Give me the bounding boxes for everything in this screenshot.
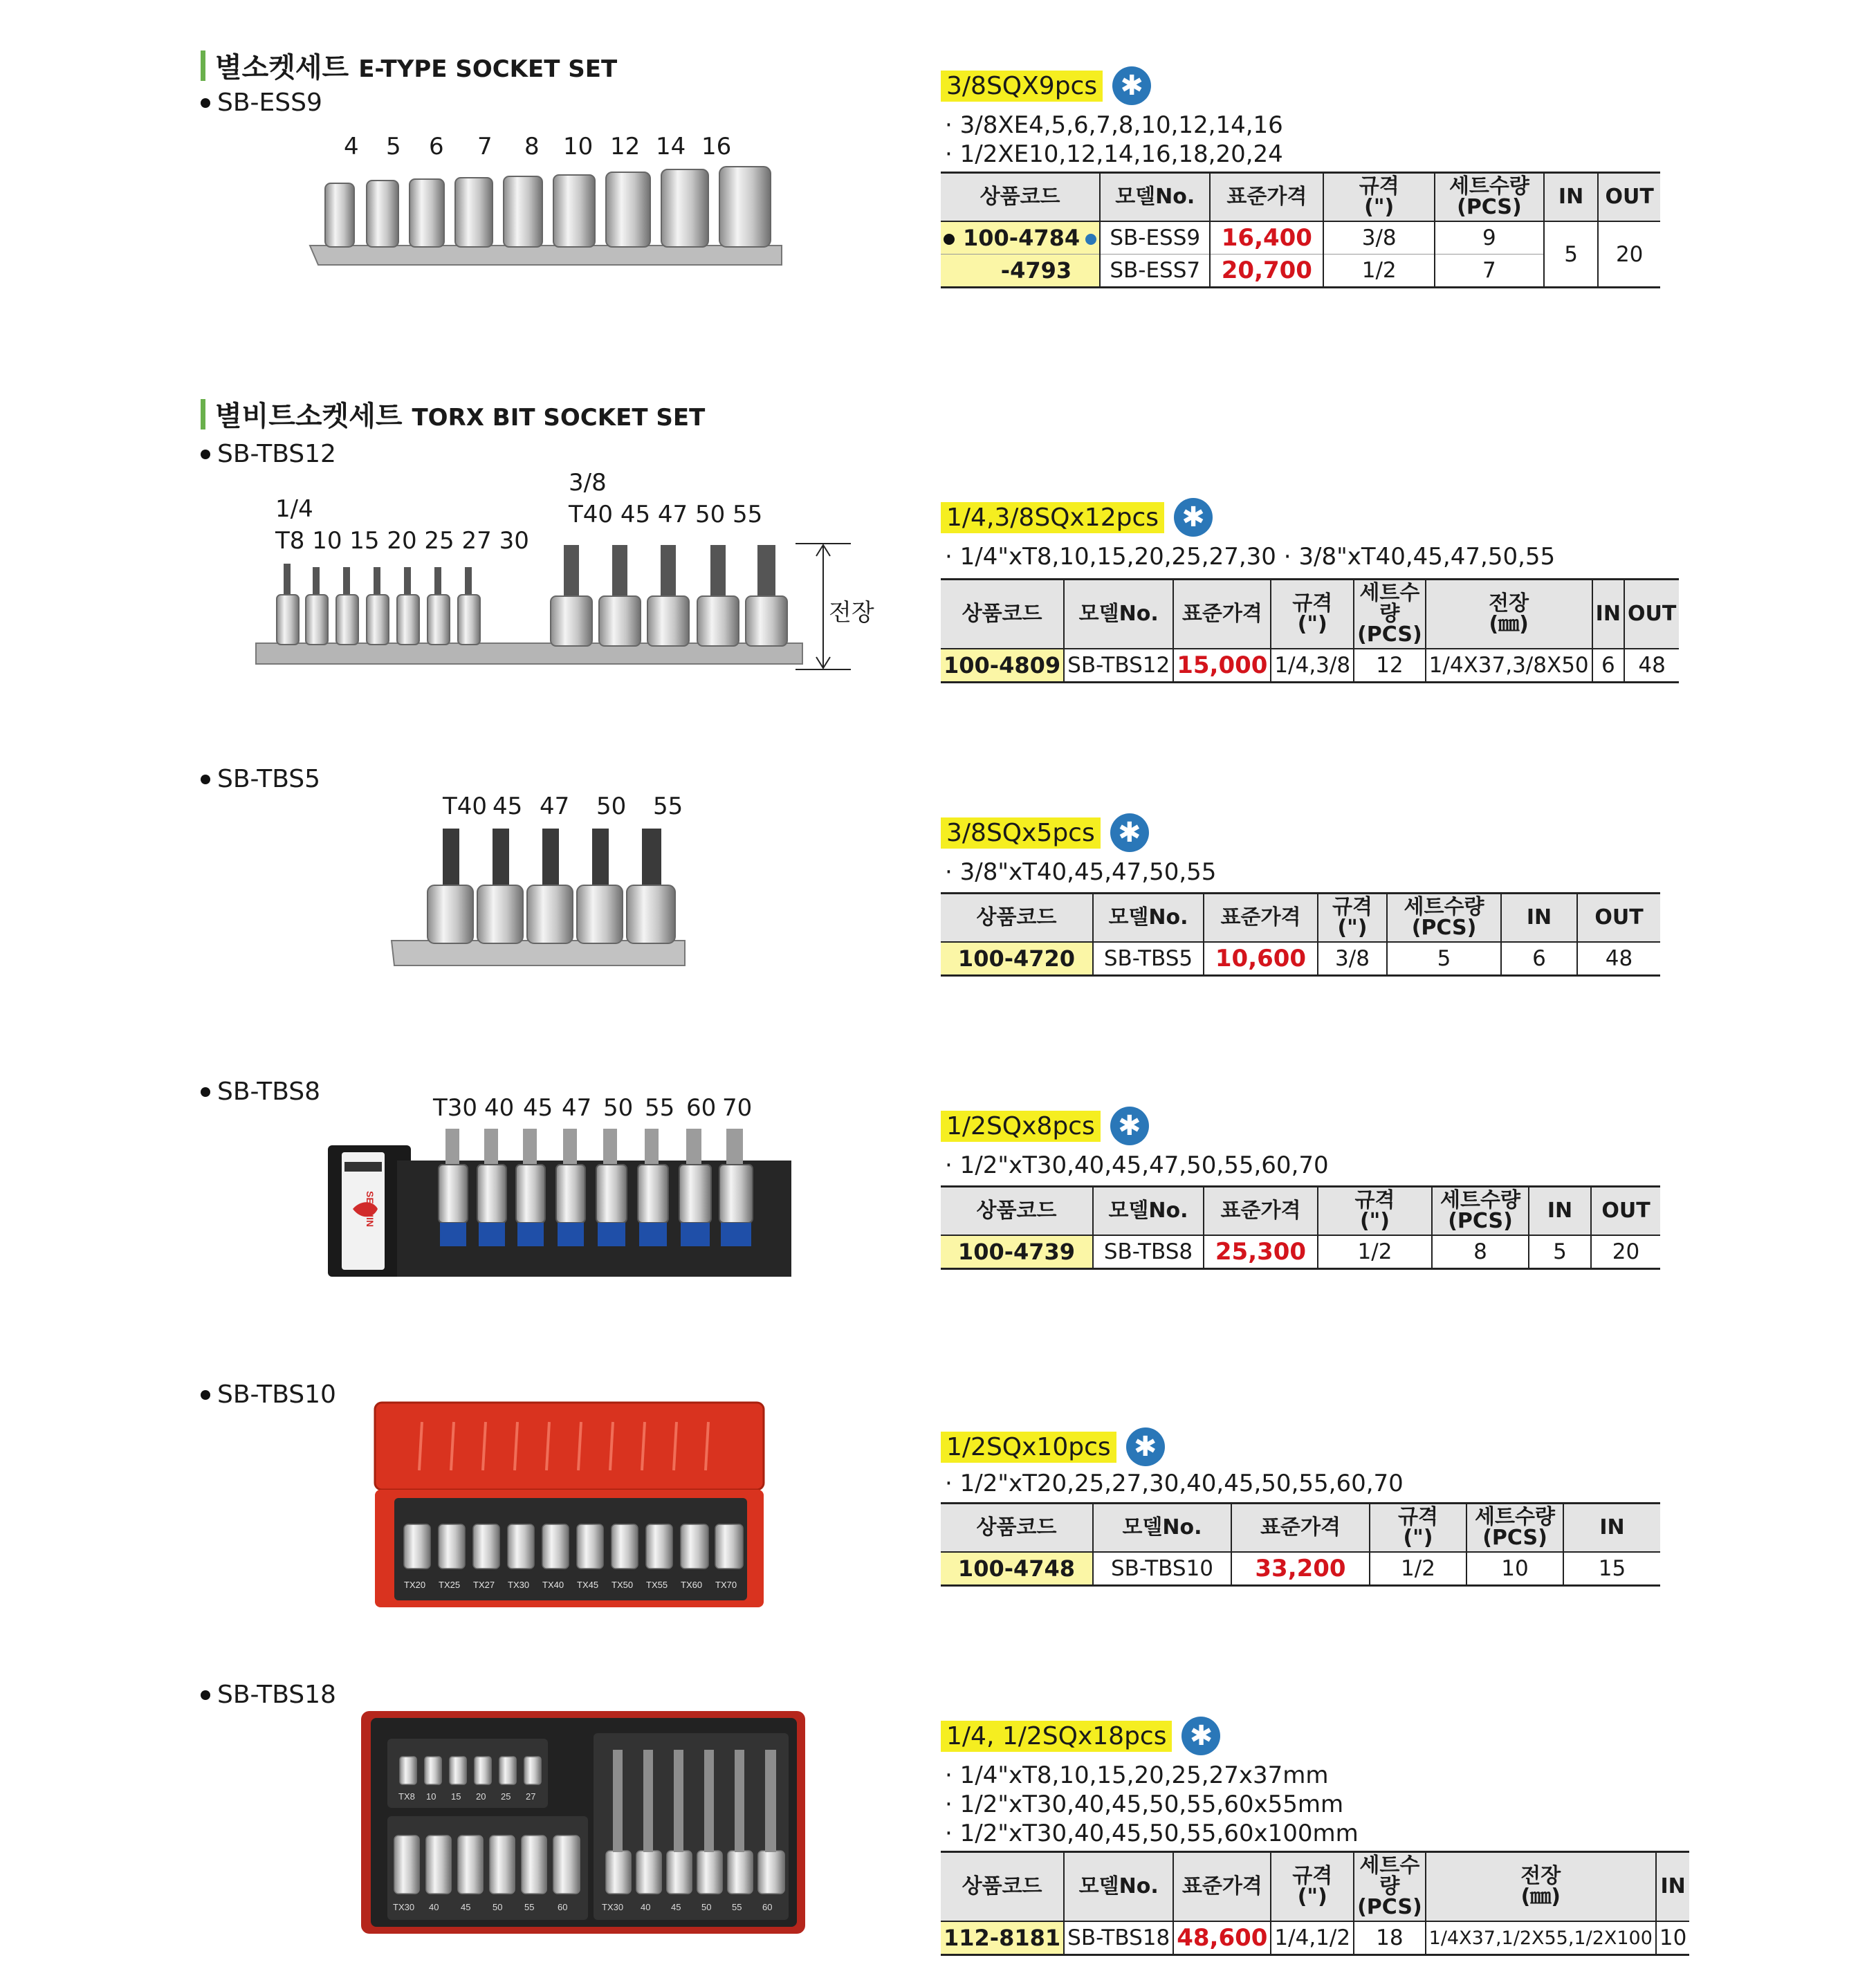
header-qty: 세트수량 (PCS) [1432,1187,1529,1236]
spec: 1/4,3/8 [1271,649,1354,683]
header-model: 모델No. [1093,1504,1231,1553]
svg-text:55: 55 [524,1902,535,1912]
torx-star-icon: ✱ [1110,1107,1149,1145]
spec-title: 1/4,3/8SQx12pcs [941,502,1164,533]
table-row [941,942,1660,976]
product-code: 100-4809 [941,649,1064,683]
header-qty: 세트수량 (PCS) [1354,1852,1426,1922]
spec-lines-tbs8 [945,1151,1329,1180]
table-row [941,221,1660,255]
set-qty: 5 [1387,942,1501,976]
spec-header-tbs18 [941,1717,1220,1755]
spec: 1/2 [1323,255,1435,288]
header-price: 표준가격 [1231,1504,1370,1553]
header-code: 상품코드 [941,1852,1064,1922]
size-label: 12 [610,133,641,160]
svg-text:TX70: TX70 [715,1580,737,1590]
size-label: 14 [656,133,686,160]
section-title-e-type [201,46,617,85]
header-in: IN [1529,1187,1591,1236]
outer-qty: 20 [1591,1235,1660,1269]
size-label: 70 [722,1094,753,1122]
torx-star-icon: ✱ [1181,1717,1220,1755]
svg-text:50: 50 [701,1902,712,1912]
inner-qty: 5 [1529,1235,1591,1269]
svg-text:TX40: TX40 [542,1580,564,1590]
header-code: 상품코드 [941,580,1064,649]
price-table-tbs8 [941,1185,1660,1270]
socket-set-tbs8-photo [328,1126,798,1278]
spec-lines-tbs18 [945,1761,1359,1848]
size-label: 47 [540,793,570,820]
svg-text:TX30: TX30 [393,1902,415,1912]
size-label: 55 [645,1094,675,1122]
model-label-tbs5: SB-TBS5 [201,765,320,793]
header-in: IN [1592,580,1624,649]
spec-header-tbs10 [941,1427,1165,1466]
spec: 1/2 [1370,1552,1466,1586]
set-qty: 7 [1435,255,1544,288]
bit-size-labels: T8 10 15 20 25 27 30 [275,527,529,555]
product-code: 100-4784 [941,221,1100,255]
svg-text:27: 27 [526,1791,536,1802]
product-code: 100-4720 [941,942,1093,976]
model-no: SB-TBS18 [1064,1921,1173,1955]
model-no: SB-TBS10 [1093,1552,1231,1586]
title-korean: 별비트소켓세트 [215,400,403,432]
set-qty: 8 [1432,1235,1529,1269]
header-in: IN [1501,894,1577,943]
svg-text:TX25: TX25 [439,1580,461,1590]
spec-line: · 1/2"xT30,40,45,50,55,60x100mm [945,1819,1359,1848]
svg-text:TX27: TX27 [473,1580,495,1590]
size-label: T30 [433,1094,478,1122]
svg-text:40: 40 [429,1902,439,1912]
model-label-tbs18: SB-TBS18 [201,1681,336,1709]
spec-line: · 1/2"xT30,40,45,47,50,55,60,70 [945,1151,1329,1180]
spec-line: · 1/4"xT8,10,15,20,25,27,30 · 3/8"xT40,45,47,50,55 [945,542,1555,571]
svg-text:40: 40 [641,1902,651,1912]
spec-title: 3/8SQX9pcs [941,71,1103,102]
length: 1/4X37,1/2X55,1/2X100 [1426,1921,1656,1955]
header-spec: 규격 (") [1318,894,1387,943]
product-code: 100-4748 [941,1552,1093,1586]
set-qty: 18 [1354,1921,1426,1955]
header-code: 상품코드 [941,1187,1093,1236]
socket-set-tbs12-photo [249,533,858,685]
spec: 1/4,1/2 [1271,1921,1354,1955]
spec-title: 1/2SQx10pcs [941,1432,1116,1463]
header-spec: 규격 (") [1318,1187,1432,1236]
svg-text:45: 45 [461,1902,471,1912]
torx-star-icon: ✱ [1126,1427,1165,1466]
socket-set-tbs5-photo [387,823,692,975]
accent-bar [201,50,205,81]
length: 1/4X37,3/8X50 [1426,649,1592,683]
outer-qty: 20 [1598,221,1660,288]
drive-size-label: 3/8 [569,469,607,497]
header-in: IN [1544,173,1599,222]
model-no: SB-TBS12 [1064,649,1173,683]
spec-header-tbs5 [941,813,1149,852]
size-label: 45 [493,793,523,820]
size-label: 45 [523,1094,553,1122]
price-table-tbs18 [941,1851,1689,1956]
header-price: 표준가격 [1210,173,1323,222]
size-label: 10 [563,133,594,160]
inner-qty: 10 [1656,1921,1689,1955]
header-in: IN [1656,1852,1689,1922]
inner-qty: 6 [1501,942,1577,976]
set-qty: 10 [1466,1552,1563,1586]
socket-set-tbs18-photo [356,1708,812,1937]
price-table-tbs12 [941,578,1679,683]
table-row [941,1921,1689,1955]
inner-qty: 5 [1544,221,1599,288]
svg-text:TX20: TX20 [404,1580,426,1590]
spec-header-ess9 [941,66,1151,105]
spec-header-tbs12 [941,498,1213,537]
svg-text:TX30: TX30 [602,1902,624,1912]
header-out: OUT [1577,894,1660,943]
header-model: 모델No. [1064,580,1173,649]
bit-size-labels: T40 45 47 50 55 [569,501,763,528]
header-qty: 세트수량 (PCS) [1387,894,1501,943]
header-price: 표준가격 [1204,894,1318,943]
bullet-icon [201,450,210,459]
spec-line: · 1/2"xT30,40,45,50,55,60x55mm [945,1790,1359,1819]
outer-qty: 48 [1577,942,1660,976]
header-length: 전장 (㎜) [1426,580,1592,649]
bullet-icon [201,1690,210,1700]
spec: 3/8 [1323,221,1435,255]
inner-qty: 15 [1563,1552,1660,1586]
model-no: SB-TBS8 [1093,1235,1204,1269]
model-label-tbs10: SB-TBS10 [201,1380,336,1409]
spec-lines-tbs10 [945,1469,1404,1498]
table-row [941,1552,1660,1586]
header-qty: 세트수량 (PCS) [1466,1504,1563,1553]
bullet-icon [201,98,210,108]
header-spec: 규격 (") [1370,1504,1466,1553]
svg-text:TX45: TX45 [577,1580,599,1590]
svg-text:TX55: TX55 [646,1580,668,1590]
section-title-torx [201,394,705,434]
bullet-icon [201,1390,210,1400]
svg-text:20: 20 [476,1791,486,1802]
size-label: 40 [484,1094,515,1122]
header-price: 표준가격 [1173,580,1271,649]
spec-line: · 1/2"xT20,25,27,30,40,45,50,55,60,70 [945,1469,1404,1498]
spec-line: · 1/2XE10,12,14,16,18,20,24 [945,140,1283,169]
svg-text:25: 25 [501,1791,511,1802]
product-code: -4793 [941,255,1100,288]
header-spec: 규격 (") [1271,1852,1354,1922]
price: 25,300 [1204,1235,1318,1269]
title-english: TORX BIT SOCKET SET [412,404,706,432]
bullet-icon [201,775,210,784]
price: 20,700 [1210,255,1323,288]
svg-text:TX30: TX30 [508,1580,530,1590]
header-price: 표준가격 [1173,1852,1271,1922]
svg-text:TX8: TX8 [398,1791,415,1802]
svg-text:60: 60 [762,1902,773,1912]
model-no: SB-ESS7 [1100,255,1210,288]
header-price: 표준가격 [1204,1187,1318,1236]
spec-line: · 3/8"xT40,45,47,50,55 [945,858,1216,887]
set-qty: 9 [1435,221,1544,255]
header-out: OUT [1624,580,1679,649]
size-label: 7 [477,133,493,160]
price-table-ess9 [941,172,1660,288]
header-qty: 세트수량 (PCS) [1435,173,1544,222]
torx-star-icon: ✱ [1174,498,1213,537]
header-code: 상품코드 [941,173,1100,222]
header-code: 상품코드 [941,1504,1093,1553]
size-label: 5 [386,133,401,160]
size-label: 47 [562,1094,592,1122]
socket-set-ess9-photo [304,163,789,273]
spec-title: 1/4, 1/2SQx18pcs [941,1721,1172,1752]
header-model: 모델No. [1100,173,1210,222]
price-table-tbs5 [941,892,1660,977]
spec-lines-tbs5 [945,858,1216,887]
svg-text:10: 10 [426,1791,436,1802]
header-out: OUT [1591,1187,1660,1236]
table-row [941,649,1679,683]
spec: 1/2 [1318,1235,1432,1269]
size-label: 6 [429,133,444,160]
spec-header-tbs8 [941,1107,1149,1145]
header-qty: 세트수량 (PCS) [1354,580,1426,649]
price: 33,200 [1231,1552,1370,1586]
size-label: 8 [524,133,540,160]
svg-text:50: 50 [493,1902,503,1912]
price-table-tbs10 [941,1502,1660,1587]
table-row [941,1235,1660,1269]
svg-text:45: 45 [671,1902,681,1912]
blue-dot-icon [1085,234,1096,245]
svg-text:TX50: TX50 [611,1580,634,1590]
spec-line: · 1/4"xT8,10,15,20,25,27x37mm [945,1761,1359,1790]
model-label-tbs12: SB-TBS12 [201,440,336,468]
header-spec: 규격 (") [1323,173,1435,222]
spec: 3/8 [1318,942,1387,976]
price: 15,000 [1173,649,1271,683]
model-no: SB-ESS9 [1100,221,1210,255]
title-korean: 별소켓세트 [215,52,349,84]
spec-lines-tbs12 [945,542,1555,571]
product-code: 112-8181 [941,1921,1064,1955]
bullet-icon [201,1087,210,1097]
header-model: 모델No. [1064,1852,1173,1922]
model-label-ess9: SB-ESS9 [201,89,322,117]
header-out: OUT [1598,173,1660,222]
outer-qty: 48 [1624,649,1679,683]
torx-star-icon: ✱ [1110,813,1149,852]
price: 48,600 [1173,1921,1271,1955]
header-code: 상품코드 [941,894,1093,943]
torx-star-icon: ✱ [1112,66,1151,105]
spec-line: · 3/8XE4,5,6,7,8,10,12,14,16 [945,111,1283,140]
drive-size-label: 1/4 [275,495,313,523]
size-label: T40 [443,793,488,820]
svg-text:TX60: TX60 [681,1580,703,1590]
price: 10,600 [1204,942,1318,976]
header-model: 모델No. [1093,894,1204,943]
size-label: 60 [686,1094,717,1122]
spec-lines-ess9 [945,111,1283,169]
title-english: E-TYPE SOCKET SET [358,55,618,83]
accent-bar [201,399,205,429]
bullet-icon [944,234,955,245]
size-label: 55 [653,793,683,820]
length-label: 전장 [829,593,874,627]
price: 16,400 [1210,221,1323,255]
spec-title: 1/2SQx8pcs [941,1111,1101,1142]
socket-set-tbs10-photo [374,1401,768,1609]
svg-text:60: 60 [558,1902,568,1912]
model-label-tbs8: SB-TBS8 [201,1078,320,1106]
svg-text:15: 15 [451,1791,461,1802]
inner-qty: 6 [1592,649,1624,683]
size-label: 50 [603,1094,634,1122]
size-label: 50 [596,793,627,820]
header-spec: 규격 (") [1271,580,1354,649]
brand-logo: SESHIN [365,1191,376,1228]
set-qty: 12 [1354,649,1426,683]
spec-title: 3/8SQx5pcs [941,817,1101,849]
size-label: 16 [701,133,732,160]
svg-text:55: 55 [732,1902,742,1912]
header-model: 모델No. [1093,1187,1204,1236]
size-label: 4 [344,133,359,160]
header-length: 전장 (㎜) [1426,1852,1656,1922]
product-code: 100-4739 [941,1235,1093,1269]
header-in: IN [1563,1504,1660,1553]
model-no: SB-TBS5 [1093,942,1204,976]
